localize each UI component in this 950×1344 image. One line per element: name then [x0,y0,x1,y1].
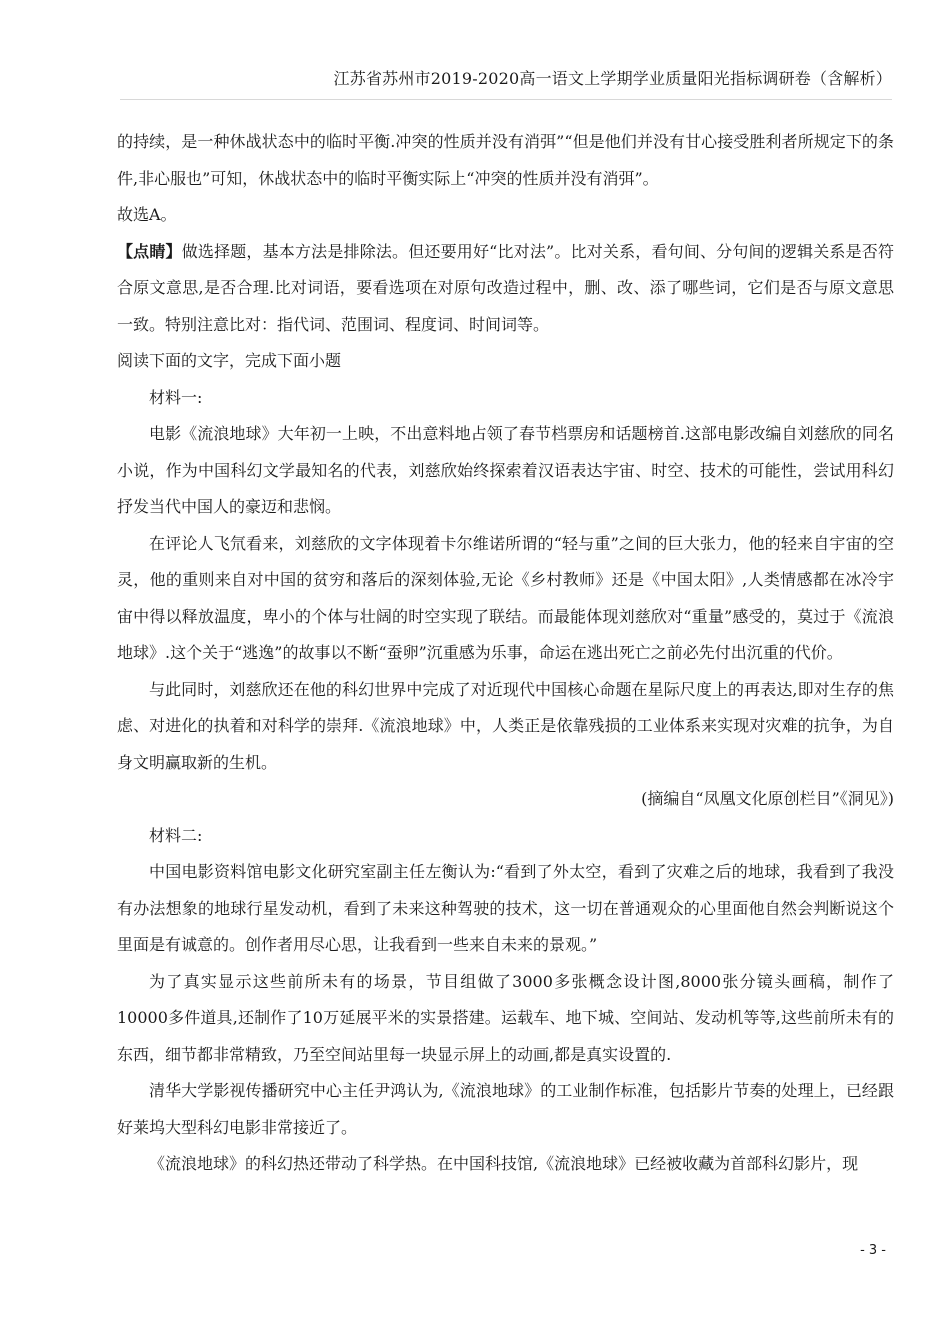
material-two-paragraph-1: 中国电影资料馆电影文化研究室副主任左衡认为:“看到了外太空，看到了灾难之后的地球，我看到了我没有办法想象的地球行星发动机，看到了未来这种驾驶的技术，这一切在普通观众的心里面他自然会判断说这个里面是有诚意的。创作者用尽心思，让我看到一些来自未来的景观。” [117,862,894,954]
material-one-heading: 材料一: [149,387,203,407]
material-one-paragraph-3: 与此同时，刘慈欣还在他的科幻世界中完成了对近现代中国核心命题在星际尺度上的再表达,即对生存的焦虑、对进化的执着和对科学的崇拜.《流浪地球》中，人类正是依靠残损的工业体系来实现对灾难的抗争，为自身文明赢取新的生机。 [117,679,894,772]
paragraph-reading-instruction: 阅读下面的文字，完成下面小题 [117,351,342,370]
tip-text: 做选择题，基本方法是排除法。但还要用好“比对法”。比对关系，看句间、分句间的逻辑关系是否符合原文意思,是否合理.比对词语，要看选项在对原句改造过程中，删、改、添了哪些词，它们是否与原文意思一致。特别注意比对：指代词、范围词、程度词、时间词等。 [117,241,894,334]
page-number: - 3 - [860,1243,886,1258]
material-two-paragraph-3: 清华大学影视传播研究中心主任尹鸿认为,《流浪地球》的工业制作标准，包括影片节奏的处理上，已经跟好莱坞大型科幻电影非常接近了。 [117,1081,894,1137]
material-one-source: (摘编自“凤凰文化原创栏目”《洞见》) [641,789,894,808]
material-one-paragraph-1: 电影《流浪地球》大年初一上映，不出意料地占领了春节档票房和话题榜首.这部电影改编自刘慈欣的同名小说，作为中国科幻文学最知名的代表，刘慈欣始终探索着汉语表达宇宙、时空、技术的可能性，尝试用科幻抒发当代中国人的豪迈和悲悯。 [117,424,894,516]
paragraph-answer-choice: 故选A。 [117,205,177,224]
paragraph-tip [117,234,894,344]
page-header-title: 江苏省苏州市2019-2020高一语文上学期学业质量阳光指标调研卷（含解析） [120,66,892,100]
paragraph-answer-explanation: 的持续，是一种休战状态中的临时平衡.冲突的性质并没有消弭”“但是他们并没有甘心接受胜利者所规定下的条件,非心服也”可知，休战状态中的临时平衡实际上“冲突的性质并没有消弭”。 [117,132,894,188]
material-two-paragraph-4: 《流浪地球》的科幻热还带动了科学热。在中国科技馆,《流浪地球》已经被收藏为首部科幻影片，现 [149,1154,859,1173]
material-two-paragraph-2: 为了真实显示这些前所未有的场景，节目组做了3000多张概念设计图,8000张分镜头画稿，制作了10000多件道具,还制作了10万延展平米的实景搭建。运载车、地下城、空间站、发动机等等,这些前所未有的东西，细节都非常精致，乃至空间站里每一块显示屏上的动画,都是真实设置的. [117,971,894,1064]
document-body [117,124,894,1183]
tip-label: 【点睛】 [117,241,182,261]
material-one-paragraph-2: 在评论人飞氘看来，刘慈欣的文字体现着卡尔维诺所谓的“轻与重”之间的巨大张力，他的轻来自宇宙的空灵，他的重则来自对中国的贫穷和落后的深刻体验,无论《乡村教师》还是《中国太阳》,人类情感都在冰冷宇宙中得以释放温度，卑小的个体与壮阔的时空实现了联结。而最能体现刘慈欣对“重量”感受的，莫过于《流浪地球》.这个关于“逃逸”的故事以不断“蚕卵”沉重感为乐事，命运在逃出死亡之前必先付出沉重的代价。 [117,533,894,662]
material-two-heading: 材料二: [149,825,203,845]
